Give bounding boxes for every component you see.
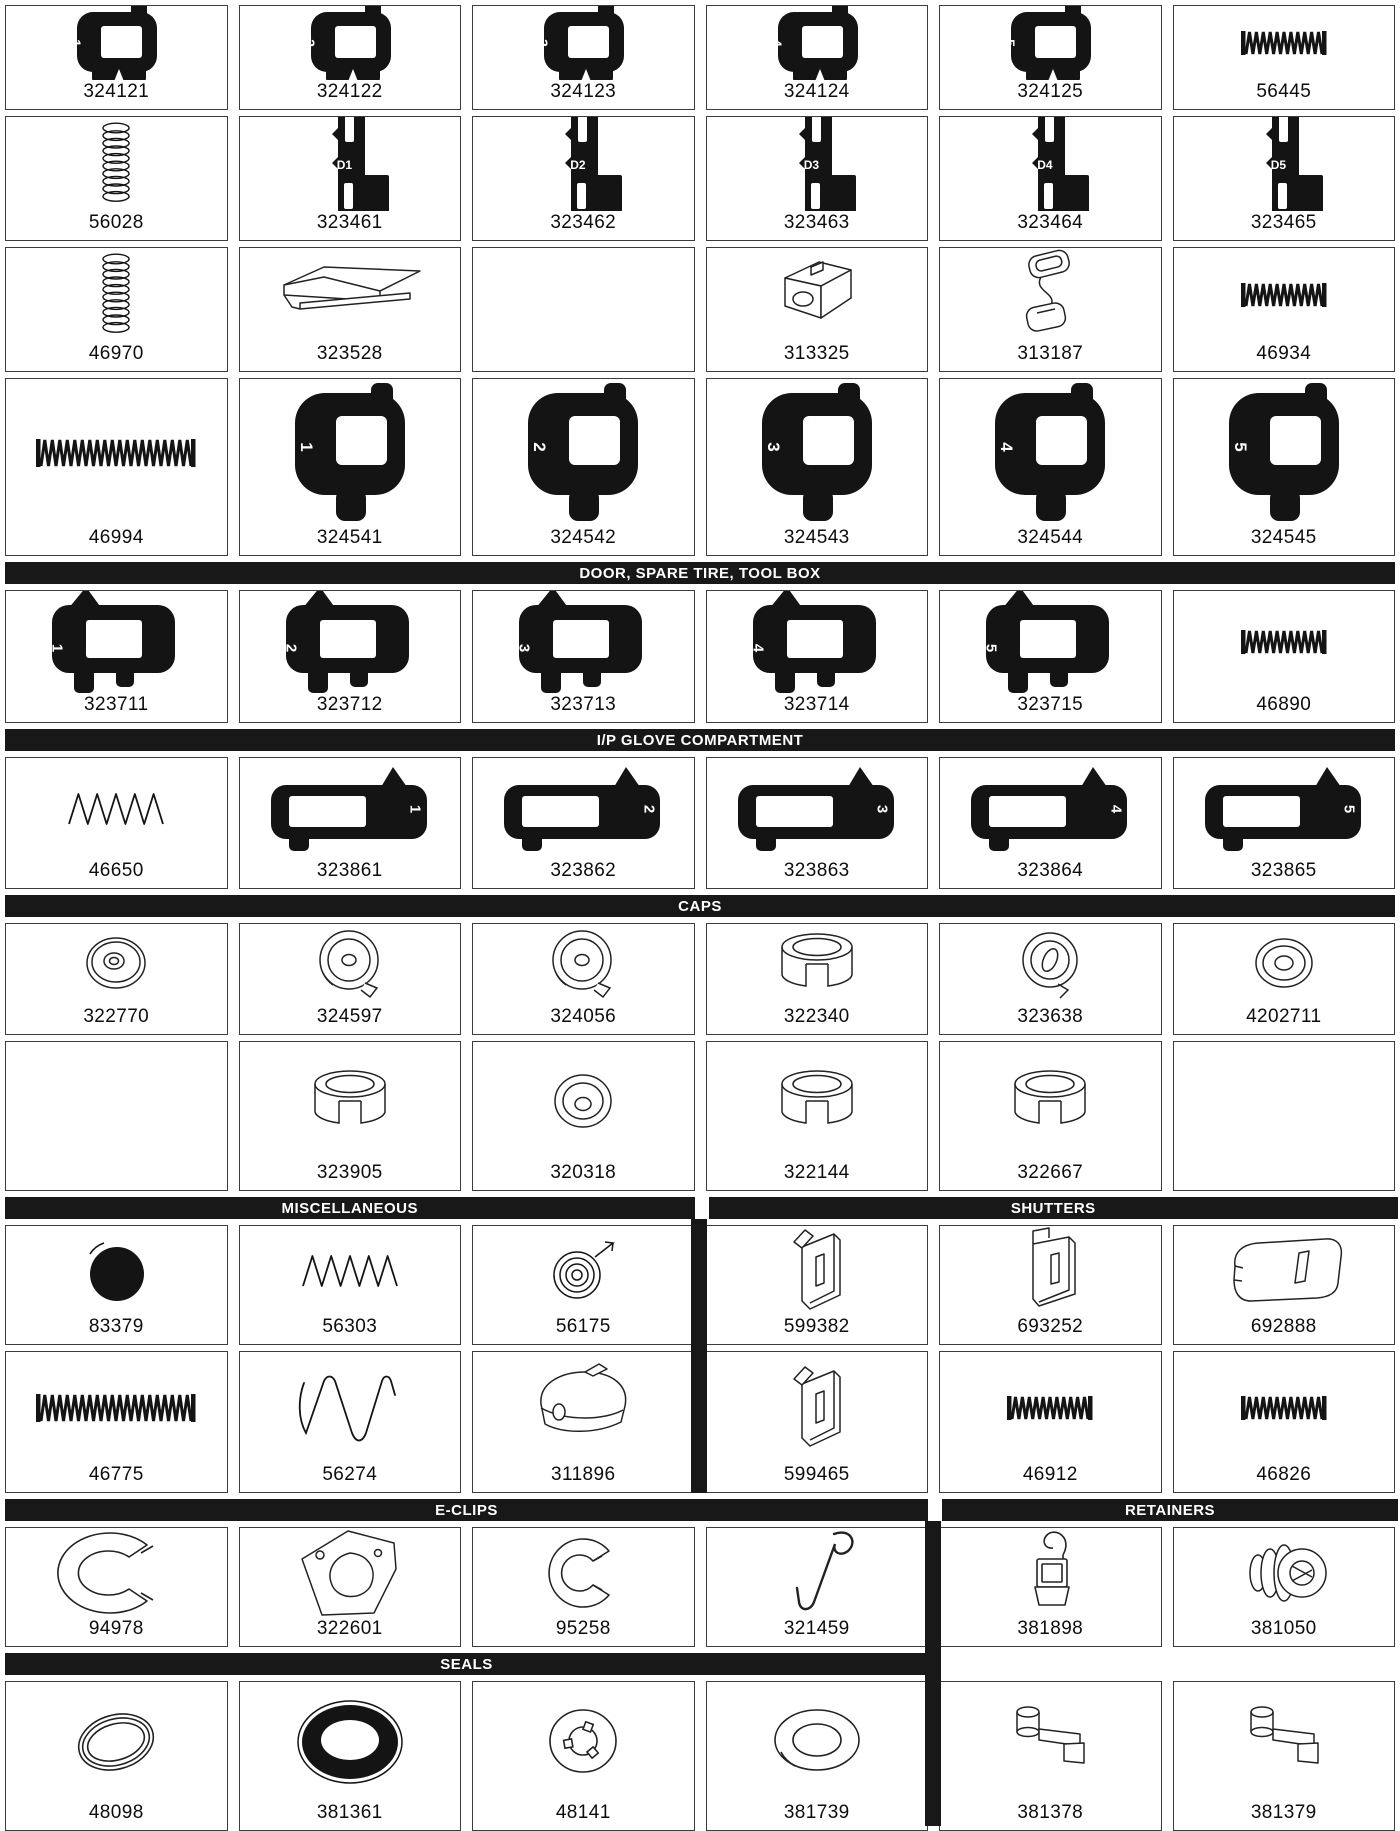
e-clip-large-icon (41, 1528, 191, 1617)
tumbler-b-icon (515, 381, 651, 525)
spring-dense-long-icon (33, 1391, 199, 1425)
part-cell (939, 923, 1162, 1035)
part-cell (472, 1681, 695, 1831)
section-banner-row (5, 1653, 1395, 1675)
part-cell (239, 757, 462, 889)
tumbler-d-icon (966, 761, 1134, 857)
oring-icon (62, 1694, 170, 1790)
part-number: 323715 (1017, 694, 1084, 715)
tumbler-number-mark: 2 (530, 442, 550, 452)
part-cell (1173, 116, 1396, 241)
part-number: 313325 (783, 343, 850, 364)
part-cell (239, 1351, 462, 1493)
part-cell (5, 1681, 228, 1831)
section-banner: I/P GLOVE COMPARTMENT (5, 729, 1395, 751)
part-number: 323465 (1250, 212, 1317, 233)
part-number: 324597 (316, 1006, 383, 1027)
section-banner-row (5, 562, 1395, 584)
part-number: 381378 (1017, 1802, 1084, 1823)
parts-row (5, 378, 1395, 556)
part-cell (472, 116, 695, 241)
hook-clip-icon (774, 1528, 860, 1617)
part-number: 56274 (322, 1464, 378, 1485)
part-number: 381361 (316, 1802, 383, 1823)
part-cell (706, 1681, 929, 1831)
part-cell (706, 5, 929, 110)
part-number: 381739 (783, 1802, 850, 1823)
tumbler-c-icon (744, 591, 890, 693)
part-number: 599465 (783, 1464, 850, 1485)
tumbler-number-mark: 3 (535, 39, 552, 47)
part-cell (706, 1225, 929, 1345)
tumbler-door-icon (1241, 117, 1327, 211)
part-cell (239, 923, 462, 1035)
spring-loose-icon (64, 788, 168, 830)
section-banner: SEALS (5, 1653, 928, 1675)
shutter-icon (774, 1358, 860, 1458)
tumbler-number-mark: 2 (282, 643, 300, 653)
part-number: 693252 (1017, 1316, 1084, 1337)
tumbler-number-mark: 3 (874, 804, 892, 813)
part-cell (472, 923, 695, 1035)
tumbler-a-icon (298, 6, 402, 80)
cap-grommet-icon (1244, 929, 1324, 1001)
part-number: 323528 (316, 343, 383, 364)
part-cell (706, 1351, 929, 1493)
bracket-3d-icon (270, 259, 430, 331)
part-number: 323462 (550, 212, 617, 233)
part-cell (5, 1225, 228, 1345)
part-number: 324121 (83, 81, 150, 102)
tumbler-number-mark: D3 (803, 158, 820, 172)
tumbler-c-icon (510, 591, 656, 693)
tumbler-number-mark: 1 (296, 442, 316, 452)
cap-front-icon (75, 929, 157, 1001)
section-banner: DOOR, SPARE TIRE, TOOL BOX (5, 562, 1395, 584)
part-cell (939, 5, 1162, 110)
part-number: 56028 (88, 212, 144, 233)
part-number: 324122 (316, 81, 383, 102)
tumbler-number-mark: D1 (336, 158, 353, 172)
part-cell (239, 1527, 462, 1647)
part-number: 323463 (783, 212, 850, 233)
tumbler-number-mark: 1 (407, 804, 425, 813)
part-cell (1173, 1681, 1396, 1831)
tumbler-number-mark: 5 (1341, 804, 1359, 813)
part-number: 46826 (1256, 1464, 1312, 1485)
cap-cylinder-icon (765, 925, 869, 1005)
part-cell (706, 378, 929, 556)
tumbler-number-mark: 1 (68, 39, 85, 47)
parts-grid (5, 5, 1395, 1831)
part-number: 56303 (322, 1316, 378, 1337)
housing-3d-icon (771, 254, 863, 336)
parts-row (5, 1527, 1395, 1647)
part-cell (1173, 590, 1396, 723)
tumbler-a-icon (765, 6, 869, 80)
part-cell (1173, 1225, 1396, 1345)
part-cell (1173, 1527, 1396, 1647)
tumbler-number-mark: 2 (640, 804, 658, 813)
cap-cylinder-icon (765, 1062, 869, 1142)
section-banner: CAPS (5, 895, 1395, 917)
part-number: 46890 (1256, 694, 1312, 715)
shutter-b-icon (1007, 1226, 1093, 1315)
part-number: 321459 (783, 1618, 850, 1639)
spring-wave-icon (294, 1369, 406, 1447)
part-number: 324125 (1017, 81, 1084, 102)
tumbler-door-icon (774, 117, 860, 211)
part-number: 323863 (783, 860, 850, 881)
part-cell (5, 757, 228, 889)
tumbler-number-mark: 4 (1107, 804, 1125, 813)
part-cell (939, 1527, 1162, 1647)
tumbler-number-mark: D5 (1270, 158, 1287, 172)
part-number: 324541 (316, 527, 383, 548)
part-number: 46650 (88, 860, 144, 881)
tumbler-number-mark: D4 (1037, 158, 1053, 172)
coil-spiral-icon (543, 1237, 623, 1305)
part-number: 46970 (88, 343, 144, 364)
part-number: 322144 (783, 1162, 850, 1183)
part-number: 46994 (88, 527, 144, 548)
tumbler-number-mark: 3 (515, 643, 533, 653)
tumbler-c-icon (277, 591, 423, 693)
section-banner: RETAINERS (942, 1499, 1398, 1521)
part-cell (239, 116, 462, 241)
part-cell (939, 590, 1162, 723)
part-cell (472, 1041, 695, 1191)
part-cell (5, 378, 228, 556)
tumbler-number-mark: 5 (982, 643, 1000, 653)
tumbler-c-icon (977, 591, 1123, 693)
part-number: 324542 (550, 527, 617, 548)
part-number: 324545 (1250, 527, 1317, 548)
part-number: 46912 (1022, 1464, 1078, 1485)
part-cell (939, 757, 1162, 889)
spring-dense-small-icon (1238, 627, 1330, 657)
part-number: 311896 (551, 1464, 616, 1485)
cover-3d-icon (527, 1362, 639, 1454)
tumbler-d-icon (1200, 761, 1368, 857)
part-number: 83379 (88, 1316, 144, 1337)
part-number: 322770 (83, 1006, 150, 1027)
part-number: 324123 (550, 81, 617, 102)
tumbler-number-mark: 1 (48, 643, 66, 653)
spring-vertical-icon (95, 249, 137, 341)
part-cell (706, 590, 929, 723)
washer-keyed-icon (535, 1697, 631, 1787)
cap-tab-icon (307, 924, 393, 1005)
part-cell (1173, 923, 1396, 1035)
part-number: 381050 (1250, 1618, 1317, 1639)
part-number: 323712 (316, 694, 383, 715)
part-number: 48098 (88, 1802, 144, 1823)
part-cell (939, 116, 1162, 241)
tumbler-d-icon (499, 761, 667, 857)
spring-vertical-icon (95, 118, 137, 210)
part-cell (1173, 247, 1396, 372)
section-banner-row (5, 729, 1395, 751)
grommet-ribbed-icon (1234, 1533, 1334, 1613)
tumbler-a-icon (64, 6, 168, 80)
part-number: 381379 (1250, 1802, 1317, 1823)
part-number: 95258 (555, 1618, 611, 1639)
tumbler-b-icon (982, 381, 1118, 525)
cap-cylinder-icon (998, 1062, 1102, 1142)
tumbler-number-mark: 2 (301, 39, 318, 47)
part-number: 324124 (783, 81, 850, 102)
tumbler-door-icon (540, 117, 626, 211)
part-cell (706, 116, 929, 241)
cap-dome-icon (542, 1063, 624, 1141)
tumbler-a-icon (998, 6, 1102, 80)
shutter-icon (774, 1226, 860, 1315)
part-cell (1173, 5, 1396, 110)
tumbler-d-icon (733, 761, 901, 857)
part-cell (239, 247, 462, 372)
section-banner-row (5, 1197, 1395, 1219)
tumbler-door-icon (307, 117, 393, 211)
part-number: 323461 (316, 212, 383, 233)
parts-row (5, 757, 1395, 889)
empty-cell (5, 1041, 228, 1191)
part-cell (472, 1351, 695, 1493)
tumbler-b-icon (1216, 381, 1352, 525)
tumbler-number-mark: 5 (1230, 442, 1250, 452)
parts-row (5, 116, 1395, 241)
spring-dense-small-icon (1238, 28, 1330, 58)
part-number: 46934 (1256, 343, 1312, 364)
part-cell (239, 5, 462, 110)
part-cell (939, 1681, 1162, 1831)
tumbler-number-mark: 3 (763, 442, 783, 452)
part-number: 323713 (550, 694, 617, 715)
e-clip-small-icon (533, 1528, 633, 1617)
spring-dense-small-icon (1238, 1393, 1330, 1423)
banner-spacer (942, 1653, 1398, 1675)
tumbler-d-icon (266, 761, 434, 857)
part-cell (5, 116, 228, 241)
retainer-clip-icon (1011, 1528, 1089, 1617)
part-number: 692888 (1250, 1316, 1317, 1337)
part-number: 48141 (555, 1802, 611, 1823)
part-number: 324056 (550, 1006, 617, 1027)
part-number: 323464 (1017, 212, 1084, 233)
part-cell (706, 247, 929, 372)
part-cell (472, 757, 695, 889)
cap-cylinder-icon (298, 1062, 402, 1142)
section-banner: MISCELLANEOUS (5, 1197, 695, 1219)
tumbler-number-mark: 4 (749, 643, 767, 653)
parts-row (5, 1041, 1395, 1191)
part-cell (939, 1041, 1162, 1191)
part-number: 322340 (783, 1006, 850, 1027)
tumbler-c-icon (43, 591, 189, 693)
part-cell (939, 1225, 1162, 1345)
part-number: 56175 (555, 1316, 611, 1337)
part-cell (1173, 1351, 1396, 1493)
empty-cell (472, 247, 695, 372)
parts-row (5, 923, 1395, 1035)
tumbler-b-icon (749, 381, 885, 525)
part-number: 322667 (1017, 1162, 1084, 1183)
tumbler-number-mark: 5 (1002, 39, 1019, 47)
rivet-pin-icon (998, 1699, 1102, 1785)
part-cell (472, 590, 695, 723)
seal-black-icon (288, 1696, 412, 1788)
part-cell (472, 5, 695, 110)
cap-keyed-icon (1008, 924, 1092, 1005)
tumbler-number-mark: 4 (997, 442, 1017, 452)
clip-plate-icon (290, 1528, 410, 1617)
section-divider-vertical (691, 1219, 707, 1493)
part-number: 94978 (88, 1618, 144, 1639)
part-number: 320318 (550, 1162, 617, 1183)
part-number: 323638 (1017, 1006, 1084, 1027)
shutter-wide-icon (1219, 1228, 1349, 1314)
section-banner-row (5, 895, 1395, 917)
tumbler-door-icon (1007, 117, 1093, 211)
part-cell (472, 1225, 695, 1345)
parts-row (5, 1681, 1395, 1831)
part-cell (5, 590, 228, 723)
part-cell (939, 1351, 1162, 1493)
part-number: 56445 (1256, 81, 1312, 102)
part-cell (239, 1681, 462, 1831)
part-number: 323864 (1017, 860, 1084, 881)
part-number: 324543 (783, 527, 850, 548)
part-number: 323905 (316, 1162, 383, 1183)
washer-flat-icon (759, 1700, 875, 1784)
part-cell (939, 247, 1162, 372)
part-cell (239, 378, 462, 556)
spring-loose-icon (298, 1250, 402, 1292)
section-banner-row (5, 1499, 1395, 1521)
section-divider-vertical (925, 1521, 941, 1826)
part-number: 599382 (783, 1316, 850, 1337)
tumbler-b-icon (282, 381, 418, 525)
part-cell (5, 5, 228, 110)
ball-icon (83, 1238, 149, 1304)
tumbler-number-mark: D2 (570, 158, 586, 172)
parts-row (5, 247, 1395, 372)
part-number: 4202711 (1246, 1006, 1322, 1027)
empty-cell (1173, 1041, 1396, 1191)
part-number: 323862 (550, 860, 617, 881)
part-cell (939, 378, 1162, 556)
tumbler-a-icon (531, 6, 635, 80)
part-cell (239, 1041, 462, 1191)
part-number: 323714 (783, 694, 850, 715)
part-cell (5, 923, 228, 1035)
part-cell (706, 757, 929, 889)
spring-dense-small-icon (1004, 1393, 1096, 1423)
part-cell (472, 1527, 695, 1647)
parts-row (5, 5, 1395, 110)
section-banner: E-CLIPS (5, 1499, 928, 1521)
spring-dense-long-icon (33, 436, 199, 470)
part-cell (1173, 378, 1396, 556)
part-cell (5, 1527, 228, 1647)
part-number: 46775 (88, 1464, 144, 1485)
part-cell (706, 1041, 929, 1191)
part-number: 323711 (84, 694, 149, 715)
part-cell (706, 923, 929, 1035)
part-cell (706, 1527, 929, 1647)
part-number: 381898 (1017, 1618, 1084, 1639)
rivet-pin-icon (1232, 1699, 1336, 1785)
part-cell (239, 590, 462, 723)
part-number: 322601 (316, 1618, 383, 1639)
cap-tab-icon (540, 924, 626, 1005)
part-cell (1173, 757, 1396, 889)
part-number: 323865 (1250, 860, 1317, 881)
part-cell (472, 378, 695, 556)
part-cell (5, 247, 228, 372)
part-cell (5, 1351, 228, 1493)
section-banner: SHUTTERS (709, 1197, 1399, 1219)
part-cell (239, 1225, 462, 1345)
part-number: 313187 (1017, 343, 1084, 364)
part-number: 324544 (1017, 527, 1084, 548)
clip-3d-icon (1013, 248, 1087, 342)
spring-dense-small-icon (1238, 280, 1330, 310)
part-number: 323861 (316, 860, 383, 881)
tumbler-number-mark: 4 (768, 39, 785, 47)
parts-row (5, 590, 1395, 723)
